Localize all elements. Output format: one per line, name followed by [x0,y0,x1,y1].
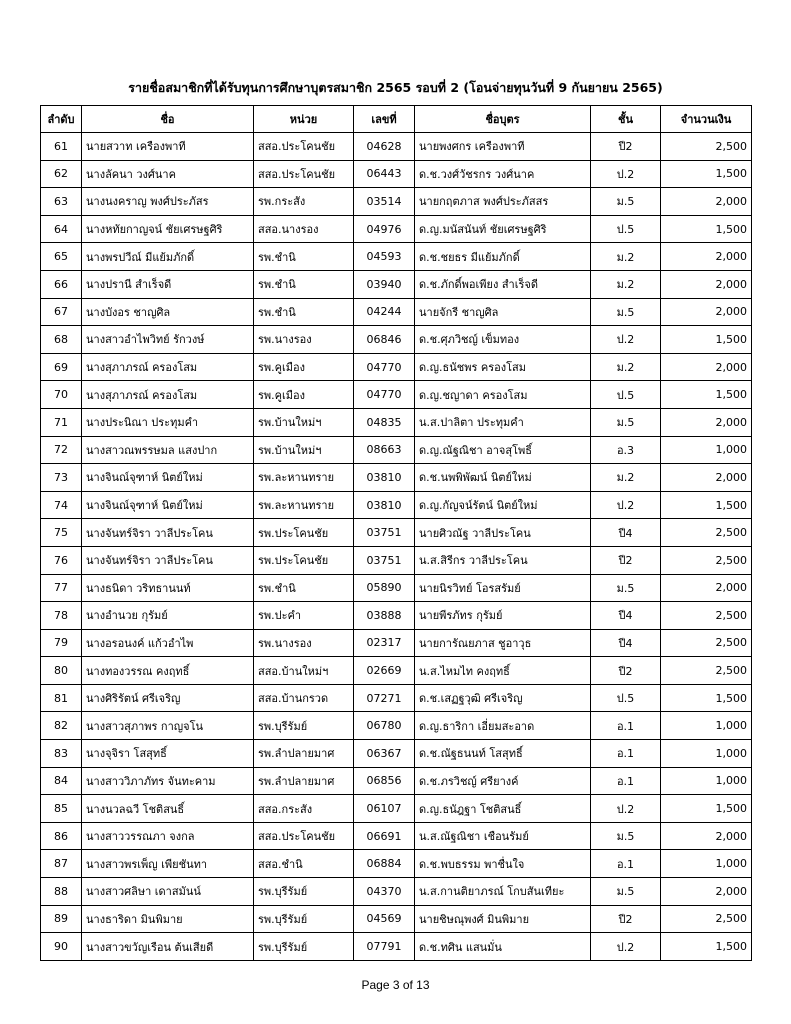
table-row [41,408,752,436]
cell-child-name: ด.ช.ณัฐธนนท์ โสสุทธิ์ [415,740,591,768]
cell-no: 70 [41,381,82,409]
cell-no: 79 [41,629,82,657]
cell-level: ม.5 [591,574,661,602]
header-unit: หน่วย [254,106,354,133]
cell-level: ม.2 [591,464,661,492]
table-row [41,381,752,409]
cell-amount: 2,000 [661,270,752,298]
cell-no: 66 [41,270,82,298]
cell-member-no: 04976 [354,215,415,243]
cell-member-no: 07791 [354,933,415,961]
cell-no: 76 [41,546,82,574]
cell-member-no: 03751 [354,546,415,574]
table-row [41,684,752,712]
cell-unit: รพ.ประโคนชัย [254,546,354,574]
header-name: ชื่อ [82,106,254,133]
table-row [41,629,752,657]
cell-child-name: น.ส.ณัฐณิชา เชือนรัมย์ [415,822,591,850]
cell-member-no: 02317 [354,629,415,657]
cell-amount: 2,000 [661,464,752,492]
cell-unit: รพ.นางรอง [254,326,354,354]
cell-no: 71 [41,408,82,436]
cell-name: นางจันทร์จิรา วาลีประโคน [82,519,254,547]
cell-child-name: ด.ช.ภรวิชญ์ ศรียางค์ [415,767,591,795]
cell-child-name: ด.ญ.มนัสนันท์ ชัยเศรษฐศิริ [415,215,591,243]
cell-name: นางศิริรัตน์ ศรีเจริญ [82,684,254,712]
cell-no: 72 [41,436,82,464]
cell-no: 68 [41,326,82,354]
cell-name: นางอำนวย กุรัมย์ [82,602,254,630]
cell-no: 88 [41,878,82,906]
cell-child-name: นายชิษณุพงศ์ มินพิมาย [415,905,591,933]
cell-child-name: นายพงศกร เครืองพาที [415,133,591,161]
cell-amount: 1,500 [661,215,752,243]
cell-unit: รพ.บ้านใหม่ฯ [254,408,354,436]
table-row [41,546,752,574]
cell-name: นางปรานี สำเร็จดี [82,270,254,298]
cell-name: นางหทัยกาญจน์ ชัยเศรษฐศิริ [82,215,254,243]
table-row [41,436,752,464]
cell-child-name: ด.ญ.ธนัชพร ครองโสม [415,353,591,381]
table-row [41,657,752,685]
table-row [41,767,752,795]
cell-amount: 1,500 [661,326,752,354]
cell-no: 89 [41,905,82,933]
cell-child-name: ด.ช.ชยธร มีแย้มภักดิ์ [415,243,591,271]
cell-name: นางนวลฉวี โชติสนธิ์ [82,795,254,823]
cell-level: ปี4 [591,629,661,657]
cell-child-name: น.ส.กานติยาภรณ์ โกบสันเทียะ [415,878,591,906]
cell-child-name: น.ส.ปาลิตา ประทุมคำ [415,408,591,436]
table-row [41,160,752,188]
cell-unit: สสอ.บ้านใหม่ฯ [254,657,354,685]
cell-name: นางประนิณา ประทุมคำ [82,408,254,436]
cell-amount: 2,000 [661,878,752,906]
cell-level: อ.1 [591,740,661,768]
table-header-row [41,106,752,133]
cell-no: 61 [41,133,82,161]
cell-no: 83 [41,740,82,768]
cell-child-name: ด.ช.ภักดิ์พอเพียง สำเร็จดี [415,270,591,298]
cell-name: นางสาวสุภาพร กาญจโน [82,712,254,740]
cell-no: 73 [41,464,82,492]
cell-name: นางพรปวีณ์ มีแย้มภักดิ์ [82,243,254,271]
cell-no: 86 [41,822,82,850]
cell-name: นางสาววิภาภัทร จันทะคาม [82,767,254,795]
cell-no: 87 [41,850,82,878]
cell-level: ป.2 [591,933,661,961]
cell-level: ปี4 [591,519,661,547]
cell-child-name: ด.ญ.ณัฐณิชา อาจสุโพธิ์ [415,436,591,464]
cell-child-name: นายกฤตภาส พงศ์ประภัสสร [415,188,591,216]
cell-member-no: 06846 [354,326,415,354]
table-row [41,878,752,906]
table-row [41,933,752,961]
cell-level: ปี2 [591,546,661,574]
scholarship-table [40,105,752,961]
table-row [41,519,752,547]
cell-member-no: 06780 [354,712,415,740]
cell-level: ป.2 [591,160,661,188]
cell-amount: 2,500 [661,133,752,161]
cell-member-no: 03810 [354,464,415,492]
cell-unit: รพ.ละหานทราย [254,464,354,492]
cell-member-no: 04835 [354,408,415,436]
cell-member-no: 04370 [354,878,415,906]
cell-member-no: 04770 [354,353,415,381]
cell-unit: รพ.คูเมือง [254,381,354,409]
table-row [41,905,752,933]
cell-no: 64 [41,215,82,243]
cell-child-name: นายพีรภัทร กุรัมย์ [415,602,591,630]
cell-unit: รพ.ชำนิ [254,298,354,326]
cell-amount: 2,000 [661,188,752,216]
table-row [41,326,752,354]
cell-child-name: นายศิวณัฐ วาลีประโคน [415,519,591,547]
cell-unit: สสอ.ประโคนชัย [254,822,354,850]
cell-name: นางจันทร์จิรา วาลีประโคน [82,546,254,574]
cell-member-no: 03514 [354,188,415,216]
cell-unit: รพ.ลำปลายมาศ [254,767,354,795]
cell-amount: 2,000 [661,822,752,850]
cell-child-name: น.ส.สิรีกร วาลีประโคน [415,546,591,574]
cell-unit: สสอ.ชำนิ [254,850,354,878]
cell-name: นางธาริดา มินพิมาย [82,905,254,933]
cell-level: ม.2 [591,243,661,271]
cell-level: อ.1 [591,712,661,740]
table-row [41,133,752,161]
cell-unit: รพ.ชำนิ [254,270,354,298]
cell-name: นางสาวศลิษา เดาสมันน์ [82,878,254,906]
cell-no: 65 [41,243,82,271]
cell-unit: รพ.ละหานทราย [254,491,354,519]
cell-unit: รพ.ชำนิ [254,243,354,271]
cell-name: นางจุจิรา โสสุทธิ์ [82,740,254,768]
cell-child-name: ด.ช.นพพิพัฒน์ นิตย์ใหม่ [415,464,591,492]
cell-unit: รพ.ปะคำ [254,602,354,630]
cell-no: 84 [41,767,82,795]
cell-member-no: 04770 [354,381,415,409]
cell-level: ม.5 [591,878,661,906]
cell-amount: 2,000 [661,243,752,271]
cell-member-no: 04628 [354,133,415,161]
cell-name: นางนงคราญ พงศ์ประภัสร [82,188,254,216]
cell-member-no: 05890 [354,574,415,602]
cell-name: นางธนิดา วริทธานนท์ [82,574,254,602]
cell-amount: 1,500 [661,933,752,961]
cell-unit: รพ.ลำปลายมาศ [254,740,354,768]
cell-amount: 2,500 [661,546,752,574]
cell-child-name: ด.ญ.กัญจน์รัตน์ นิตย์ใหม่ [415,491,591,519]
cell-unit: สสอ.นางรอง [254,215,354,243]
cell-member-no: 06691 [354,822,415,850]
cell-unit: รพ.บุรีรัมย์ [254,905,354,933]
cell-level: ปี2 [591,657,661,685]
cell-unit: สสอ.กระสัง [254,795,354,823]
cell-member-no: 08663 [354,436,415,464]
cell-level: ม.5 [591,822,661,850]
cell-member-no: 04593 [354,243,415,271]
cell-unit: รพ.นางรอง [254,629,354,657]
cell-level: ป.5 [591,684,661,712]
cell-level: ป.5 [591,381,661,409]
cell-name: นางสาวณพรรษมล แสงปาก [82,436,254,464]
table-row [41,270,752,298]
cell-unit: รพ.ประโคนชัย [254,519,354,547]
cell-name: นางสุภาภรณ์ ครองโสม [82,381,254,409]
cell-name: นายสวาท เครืองพาที [82,133,254,161]
cell-child-name: ด.ช.ศุภวิชญ์ เข็มทอง [415,326,591,354]
cell-no: 81 [41,684,82,712]
cell-member-no: 03888 [354,602,415,630]
cell-amount: 2,000 [661,574,752,602]
cell-name: นางสาววรรณภา จงกล [82,822,254,850]
table-row [41,215,752,243]
cell-unit: สสอ.ประโคนชัย [254,160,354,188]
cell-amount: 2,500 [661,602,752,630]
cell-member-no: 04569 [354,905,415,933]
cell-amount: 2,000 [661,298,752,326]
cell-unit: รพ.คูเมือง [254,353,354,381]
table-row [41,243,752,271]
cell-level: อ.1 [591,850,661,878]
cell-name: นางสาวอำไพวิทย์ รักวงษ์ [82,326,254,354]
cell-name: นางลัคนา วงศ์นาค [82,160,254,188]
cell-name: นางบังอร ชาญศิล [82,298,254,326]
cell-member-no: 04244 [354,298,415,326]
cell-level: ป.2 [591,491,661,519]
cell-name: นางจินณ์จุฑาห์ นิตย์ใหม่ [82,464,254,492]
cell-unit: รพ.บุรีรัมย์ [254,712,354,740]
cell-name: นางอรอนงค์ แก้วอำไพ [82,629,254,657]
page-number: Page 3 of 13 [361,978,430,992]
cell-level: ม.5 [591,408,661,436]
cell-amount: 1,500 [661,795,752,823]
cell-amount: 1,500 [661,381,752,409]
cell-level: อ.1 [591,767,661,795]
cell-child-name: นายการัณยภาส ชูอาวุธ [415,629,591,657]
cell-no: 63 [41,188,82,216]
cell-name: นางสุภาภรณ์ ครองโสม [82,353,254,381]
cell-amount: 2,500 [661,905,752,933]
cell-no: 69 [41,353,82,381]
cell-no: 67 [41,298,82,326]
cell-amount: 1,500 [661,684,752,712]
cell-level: ปี2 [591,905,661,933]
cell-member-no: 03751 [354,519,415,547]
table-row [41,464,752,492]
cell-no: 90 [41,933,82,961]
cell-level: ม.2 [591,353,661,381]
table-row [41,850,752,878]
cell-child-name: น.ส.ไหมไท คงฤทธิ์ [415,657,591,685]
cell-level: ม.5 [591,188,661,216]
cell-member-no: 06107 [354,795,415,823]
header-child-name: ชื่อบุตร [415,106,591,133]
table-row [41,740,752,768]
header-level: ชั้น [591,106,661,133]
cell-name: นางสาวพรเพ็ญ เพียชันทา [82,850,254,878]
cell-no: 80 [41,657,82,685]
cell-level: ม.5 [591,298,661,326]
cell-child-name: ด.ญ.ธาริกา เอี่ยมสะอาด [415,712,591,740]
cell-unit: รพ.บุรีรัมย์ [254,878,354,906]
cell-amount: 2,000 [661,408,752,436]
table-row [41,298,752,326]
table-row [41,795,752,823]
cell-level: ปี2 [591,133,661,161]
cell-no: 85 [41,795,82,823]
cell-name: นางจินณ์จุฑาห์ นิตย์ใหม่ [82,491,254,519]
cell-no: 78 [41,602,82,630]
cell-amount: 1,000 [661,436,752,464]
table-row [41,822,752,850]
cell-member-no: 06856 [354,767,415,795]
cell-name: นางทองวรรณ คงฤทธิ์ [82,657,254,685]
cell-member-no: 03810 [354,491,415,519]
cell-unit: รพ.กระสัง [254,188,354,216]
table-row [41,602,752,630]
table-row [41,712,752,740]
cell-child-name: ด.ช.วงศ์วัชรกร วงศ์นาค [415,160,591,188]
cell-amount: 2,000 [661,353,752,381]
cell-amount: 2,500 [661,519,752,547]
cell-amount: 1,500 [661,491,752,519]
cell-level: ป.5 [591,215,661,243]
cell-amount: 1,000 [661,740,752,768]
cell-level: ป.2 [591,795,661,823]
table-row [41,574,752,602]
cell-member-no: 06884 [354,850,415,878]
cell-member-no: 02669 [354,657,415,685]
cell-amount: 1,000 [661,712,752,740]
cell-member-no: 07271 [354,684,415,712]
table-row [41,188,752,216]
table-row [41,353,752,381]
cell-child-name: นายนิรวิทย์ โอรสรัมย์ [415,574,591,602]
cell-member-no: 06367 [354,740,415,768]
cell-level: อ.3 [591,436,661,464]
cell-amount: 1,000 [661,767,752,795]
cell-member-no: 03940 [354,270,415,298]
cell-amount: 1,500 [661,160,752,188]
cell-unit: รพ.ชำนิ [254,574,354,602]
header-member-no: เลขที่ [354,106,415,133]
cell-amount: 2,500 [661,629,752,657]
cell-no: 75 [41,519,82,547]
cell-name: นางสาวขวัญเรือน ต้นเสียดี [82,933,254,961]
cell-no: 82 [41,712,82,740]
cell-child-name: ด.ช.เสฏฐวุฒิ ศรีเจริญ [415,684,591,712]
cell-unit: รพ.บุรีรัมย์ [254,933,354,961]
cell-child-name: ด.ช.ทศิน แสนมั่น [415,933,591,961]
cell-no: 62 [41,160,82,188]
cell-child-name: ด.ญ.ธนัฎฐา โชติสนธิ์ [415,795,591,823]
header-no: ลำดับ [41,106,82,133]
cell-unit: รพ.บ้านใหม่ฯ [254,436,354,464]
cell-level: ม.2 [591,270,661,298]
table-row [41,491,752,519]
cell-unit: สสอ.ประโคนชัย [254,133,354,161]
cell-unit: สสอ.บ้านกรวด [254,684,354,712]
document-title: รายชื่อสมาชิกที่ได้รับทุนการศึกษาบุตรสมาชิก 2565 รอบที่ 2 (โอนจ่ายทุนวันที่ 9 กันยายน 2565) [128,80,663,95]
cell-member-no: 06443 [354,160,415,188]
cell-child-name: ด.ญ.ชญาดา ครองโสม [415,381,591,409]
cell-amount: 2,500 [661,657,752,685]
header-amount: จำนวนเงิน [661,106,752,133]
cell-amount: 1,000 [661,850,752,878]
cell-level: ป.2 [591,326,661,354]
cell-child-name: นายจักรี ชาญศิล [415,298,591,326]
cell-no: 77 [41,574,82,602]
cell-child-name: ด.ช.พบธรรม พาชื่นใจ [415,850,591,878]
cell-no: 74 [41,491,82,519]
cell-level: ปี4 [591,602,661,630]
